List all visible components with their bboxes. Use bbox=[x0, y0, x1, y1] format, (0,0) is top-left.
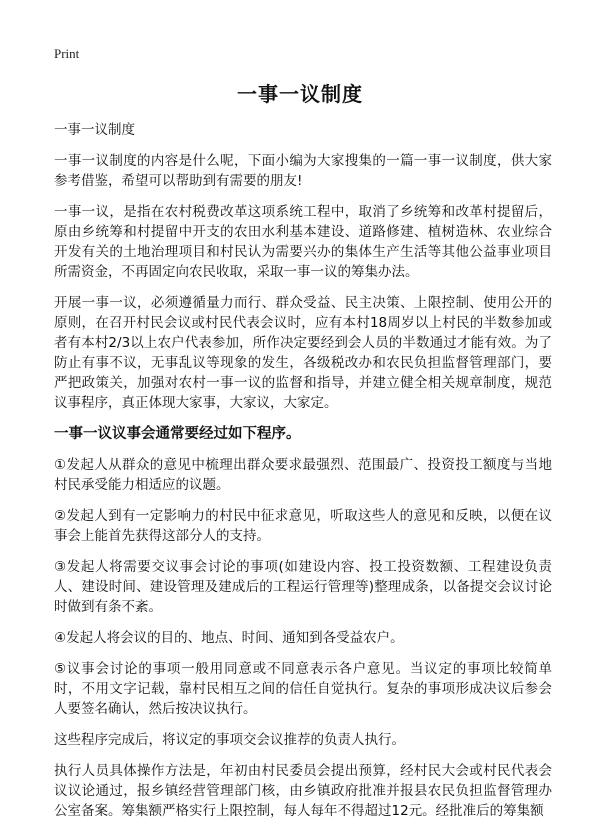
paragraph-doc-name: 一事一议制度 bbox=[54, 122, 135, 138]
page-title: 一事一议制度 bbox=[237, 82, 363, 106]
procedure-step: ②发起人到有一定影响力的村民中征求意见，听取这些人的意见和反映，以便在议事会上能首先获得这部分人的支持。 bbox=[54, 508, 552, 544]
procedure-heading: 一事一议议事会通常要经过如下程序。 bbox=[54, 426, 301, 442]
paragraph-intro: 一事一议制度的内容是什么呢，下面小编为大家搜集的一篇一事一议制度，供大家参考借鉴，希望可以帮助到有需要的朋友! bbox=[54, 153, 552, 189]
article-body bbox=[54, 120, 552, 832]
paragraph-handover: 这些程序完成后，将议定的事项交会议推荐的负责人执行。 bbox=[54, 732, 405, 748]
paragraph-execution: 执行人员具体操作方法是，年初由村民委员会提出预算，经村民大会或村民代表会议议论通过，报乡镇经营管理部门核，由乡镇政府批准并报县农民负担监督管理办公室备案。筹集额严格实行上限控制，每人每年不得超过12元。经批准后的筹集额 bbox=[54, 763, 552, 819]
procedure-step: ③发起人将需要交议事会讨论的事项(如建设内容、投工投资数额、工程建设负责人、建设时间、建设管理及建成后的工程运行管理等)整理成条，以备提交会议讨论时做到有条不紊。 bbox=[54, 559, 552, 615]
paragraph-principles: 开展一事一议，必须遵循量力而行、群众受益、民主决策、上限控制、使用公开的原则，在召开村民会议或村民代表会议时，应有本村18周岁以上村民的半数参加或者有本村2/3以上农户代表参加，所作决定要经到会人员的半数通过才能有效。为了防止有事不议，无事乱议等现象的发生，各级税改办和农民负担监督管理部门，要严把政策关，加强对农村一事一议的监督和指导，并建立健全相关规章制度，规范议事程序，真正体现大家事，大家议，大家定。 bbox=[54, 295, 552, 411]
procedure-step: ④发起人将会议的目的、地点、时间、通知到各受益农户。 bbox=[54, 630, 404, 646]
procedure-step: ①发起人从群众的意见中梳理出群众要求最强烈、范围最广、投资投工额度与当地村民承受能力相适应的议题。 bbox=[54, 457, 552, 493]
print-link[interactable]: Print bbox=[54, 46, 80, 61]
procedure-step: ⑤议事会讨论的事项一般用同意或不同意表示各户意见。当议定的事项比较简单时，不用文字记载，靠村民相互之间的信任自觉执行。复杂的事项形成决议后参会人要签名确认，然后按决议执行。 bbox=[54, 661, 552, 717]
paragraph-definition: 一事一议，是指在农村税费改革这项系统工程中，取消了乡统筹和改革村提留后，原由乡统筹和村提留中开支的农田水利基本建设、道路修建、植树造林、农业综合开发有关的土地治理项目和村民认为需要兴办的集体生产生活等其他公益事业项目所需资金，不再固定向农民收取，采取一事一议的筹集办法。 bbox=[54, 204, 552, 280]
